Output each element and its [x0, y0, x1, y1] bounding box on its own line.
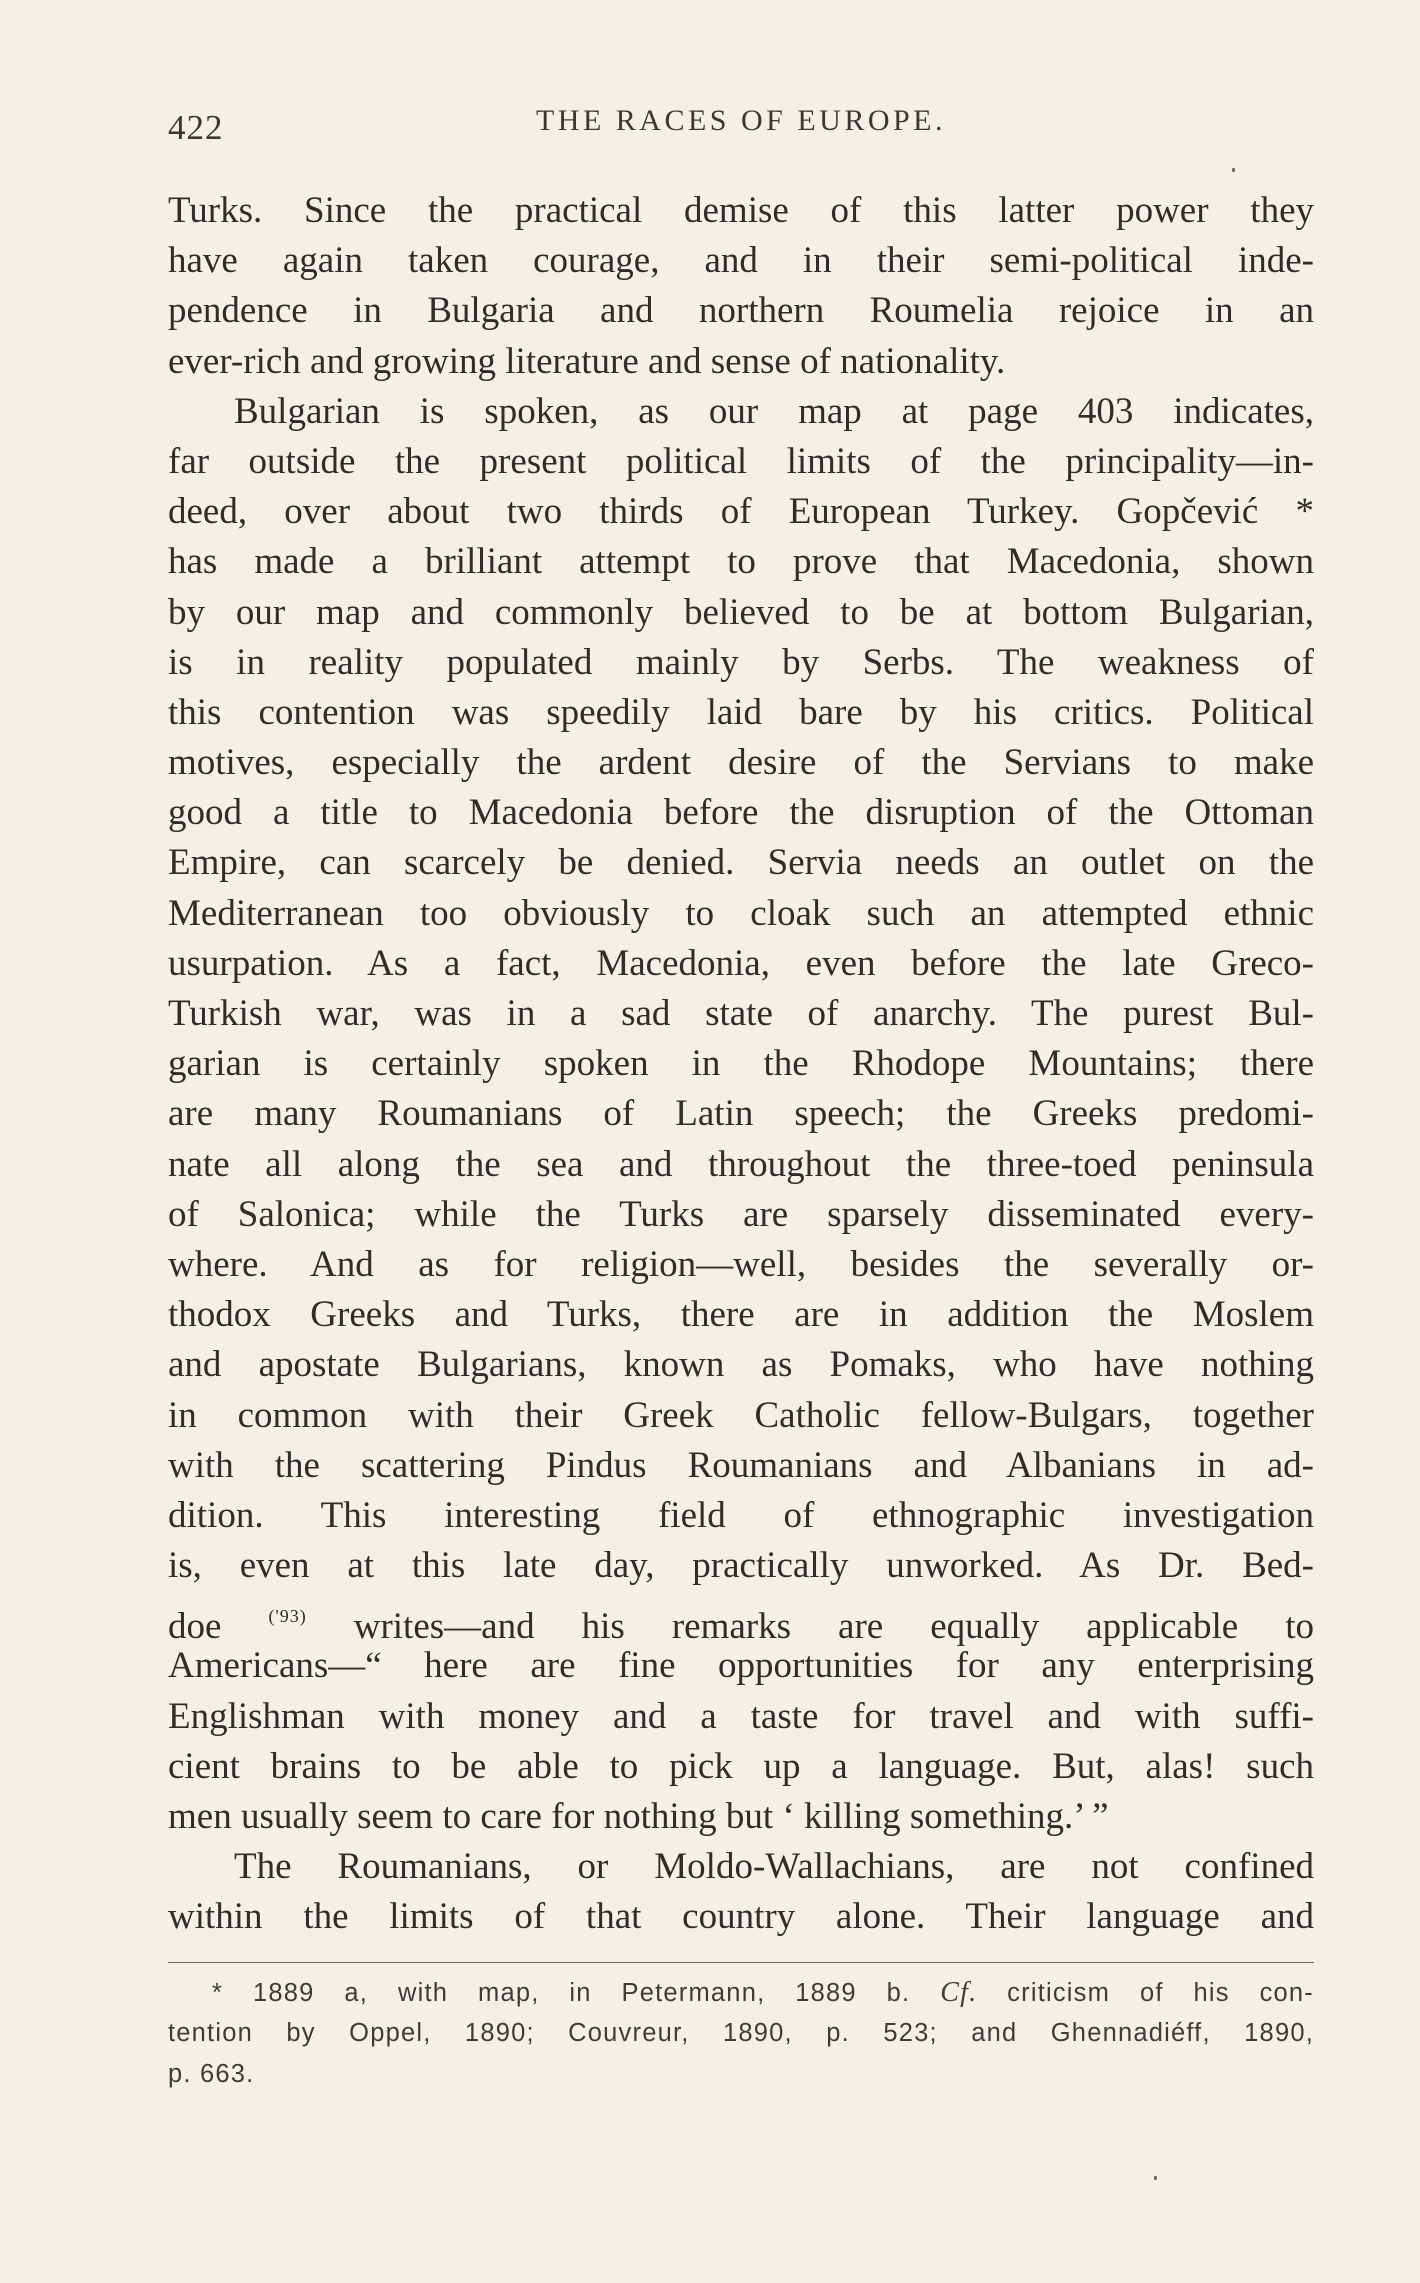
text-fragment: doe	[168, 1606, 222, 1648]
text-line: thodox Greeks and Turks, there are in addition the Moslem	[168, 1294, 1314, 1336]
text-line: this contention was speedily laid bare by his critics. Political	[168, 691, 1314, 733]
text-line: with the scattering Pindus Roumanians and Albanians in ad-	[168, 1444, 1314, 1486]
page-number: 422	[168, 108, 224, 147]
text-line: is, even at this late day, practically unworked. As Dr. Bed-	[168, 1545, 1314, 1587]
text-line-with-reference	[168, 1591, 1314, 1648]
footnote-cf: Cf.	[940, 1977, 978, 2008]
footnote-line: p. 663.	[168, 2060, 255, 2088]
text-line: Bulgarian is spoken, as our map at page 403 indicates,	[234, 390, 1314, 432]
text-line: Turks. Since the practical demise of this latter power they	[168, 190, 1314, 231]
text-line: Englishman with money and a taste for travel and with suffi-	[168, 1695, 1314, 1737]
text-line: where. And as for religion—well, besides the severally or-	[168, 1243, 1314, 1285]
text-line: cient brains to be able to pick up a language. But, alas! such	[168, 1745, 1314, 1787]
text-line: The Roumanians, or Moldo-Wallachians, are not confined	[234, 1846, 1314, 1888]
text-line: good a title to Macedonia before the disruption of the Ottoman	[168, 792, 1314, 834]
header-title: THE RACES OF EUROPE.	[535, 104, 947, 137]
text-line: far outside the present political limits of the principality—in-	[168, 440, 1314, 482]
text-line: is in reality populated mainly by Serbs. The weakness of	[168, 641, 1314, 683]
text-line: has made a brilliant attempt to prove that Macedonia, shown	[168, 541, 1314, 583]
footnote	[168, 1972, 1314, 2095]
text-line: ever-rich and growing literature and sense of nationality.	[168, 340, 1006, 382]
text-line: men usually seem to care for nothing but ‘ killing something.’ ”	[168, 1796, 1109, 1837]
text-line: usurpation. As a fact, Macedonia, even before the late Greco-	[168, 942, 1314, 984]
text-line: Empire, can scarcely be denied. Servia needs an outlet on the	[168, 842, 1314, 884]
text-line: Americans—“ here are fine opportunities for any enterprising	[168, 1645, 1314, 1687]
text-line: deed, over about two thirds of European Turkey. Gopčević *	[168, 491, 1314, 533]
footnote-line	[168, 1972, 1314, 2013]
footnote-text: criticism of his con-	[977, 1979, 1314, 2007]
text-line: have again taken courage, and in their semi-political inde-	[168, 240, 1314, 282]
text-line: nate all along the sea and throughout the three-toed peninsula	[168, 1143, 1314, 1185]
text-line: pendence in Bulgaria and northern Roumelia rejoice in an	[168, 290, 1314, 332]
text-line: Turkish war, was in a sad state of anarchy. The purest Bul-	[168, 993, 1314, 1034]
text-line: motives, especially the ardent desire of the Servians to make	[168, 742, 1314, 784]
text-line: by our map and commonly believed to be at bottom Bulgarian,	[168, 591, 1314, 633]
paper-speck	[1154, 2176, 1157, 2180]
reference-marker: ('93)	[268, 1606, 307, 1627]
running-head	[168, 100, 1314, 160]
text-line: garian is certainly spoken in the Rhodope Mountains; there	[168, 1043, 1314, 1085]
footnote-line: tention by Oppel, 1890; Couvreur, 1890, p. 523; and Ghennadiéff, 1890,	[168, 2019, 1314, 2047]
text-line: of Salonica; while the Turks are sparsely disseminated every-	[168, 1193, 1314, 1235]
text-line: Mediterranean too obviously to cloak such an attempted ethnic	[168, 892, 1314, 934]
footnote-divider	[168, 1962, 1314, 1963]
text-fragment: writes—and his remarks are equally applicable to	[306, 1606, 1314, 1648]
footnote-text: * 1889 a, with map, in Petermann, 1889 b.	[212, 1979, 911, 2007]
text-line: dition. This interesting field of ethnographic investigation	[168, 1494, 1314, 1536]
text-line: are many Roumanians of Latin speech; the Greeks predomi-	[168, 1093, 1314, 1135]
text-line: in common with their Greek Catholic fellow-Bulgars, together	[168, 1394, 1314, 1436]
text-line: and apostate Bulgarians, known as Pomaks, who have nothing	[168, 1344, 1314, 1386]
paper-speck	[1232, 168, 1235, 172]
body-text	[168, 186, 1314, 1943]
text-line: within the limits of that country alone. Their language and	[168, 1896, 1314, 1938]
